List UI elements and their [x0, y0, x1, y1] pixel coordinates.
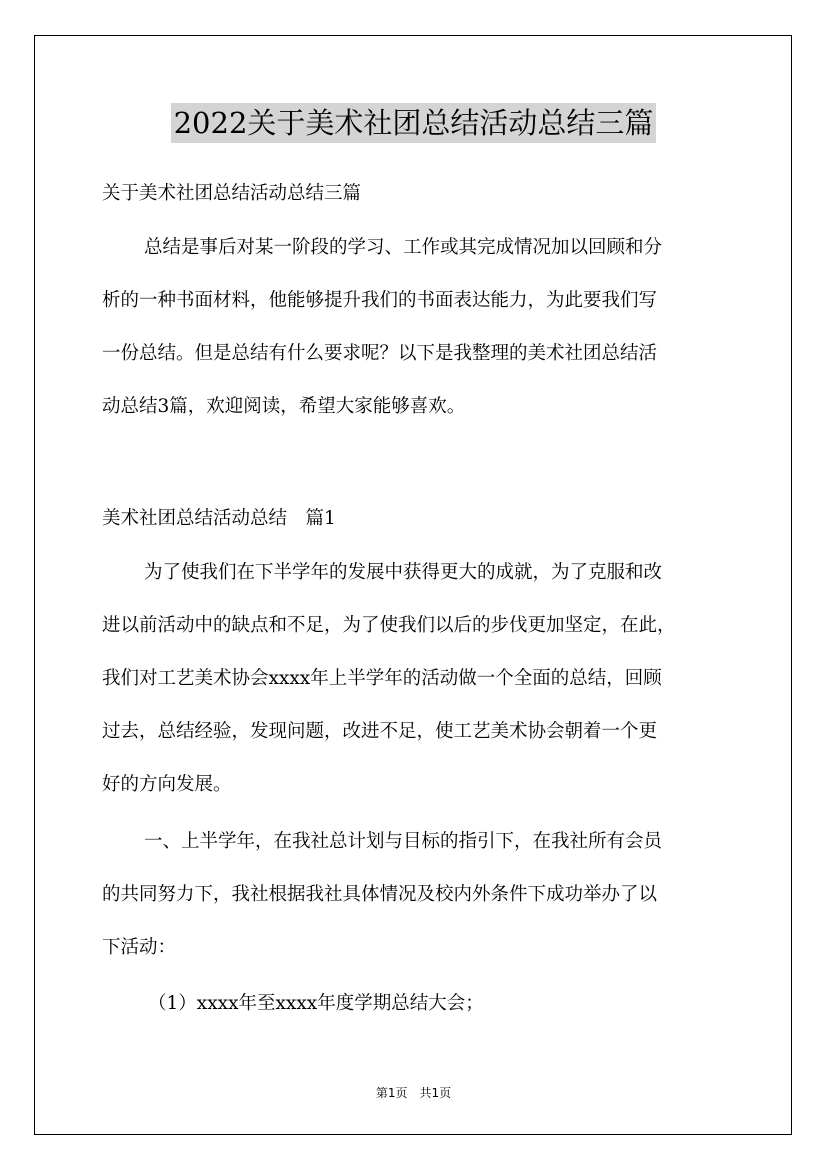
document-title: 2022关于美术社团总结活动总结三篇 [171, 103, 657, 143]
paragraph-line: 的共同努力下，我社根据我社具体情况及校内外条件下成功举办了以 [102, 884, 658, 905]
paragraph-line: 我们对工艺美术协会xxxx年上半学年的活动做一个全面的总结，回顾 [102, 668, 662, 689]
title-container [0, 103, 827, 143]
paragraph-line: 下活动： [102, 937, 177, 958]
intro-line: 析的一种书面材料，他能够提升我们的书面表达能力，为此要我们写 [102, 290, 658, 311]
document-subtitle: 关于美术社团总结活动总结三篇 [102, 183, 362, 204]
paragraph-line: 好的方向发展。 [102, 774, 232, 795]
paragraph-line: 一、上半学年，在我社总计划与目标的指引下，在我社所有会员 [144, 831, 663, 852]
list-item: （1）xxxx年至xxxx年度学期总结大会； [148, 993, 484, 1014]
paragraph-line: 进以前活动中的缺点和不足，为了使我们以后的步伐更加坚定，在此， [102, 615, 676, 636]
intro-line: 一份总结。但是总结有什么要求呢？以下是我整理的美术社团总结活 [102, 343, 658, 364]
section-heading: 美术社团总结活动总结 篇1 [102, 508, 336, 529]
intro-line: 动总结3篇，欢迎阅读，希望大家能够喜欢。 [102, 396, 466, 417]
paragraph-line: 过去，总结经验，发现问题，改进不足，使工艺美术协会朝着一个更 [102, 721, 658, 742]
page-footer: 第1页 共1页 [375, 1086, 452, 1100]
intro-line: 总结是事后对某一阶段的学习、工作或其完成情况加以回顾和分 [144, 237, 663, 258]
paragraph-line: 为了使我们在下半学年的发展中获得更大的成就，为了克服和改 [144, 562, 663, 583]
